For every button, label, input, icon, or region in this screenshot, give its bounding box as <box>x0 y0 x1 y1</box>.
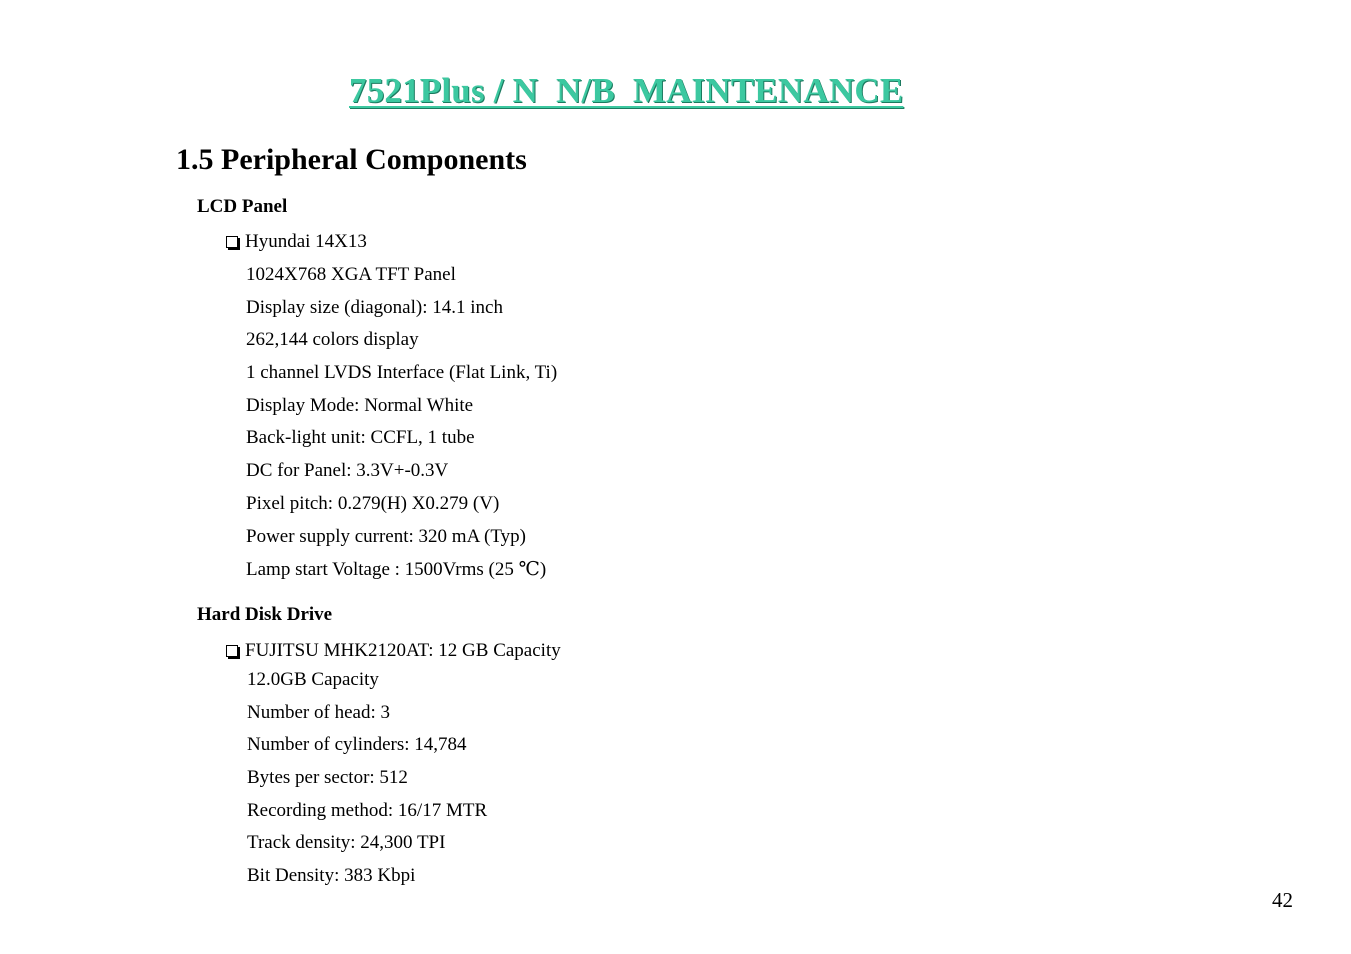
lcd-spec-item: Lamp start Voltage : 1500Vrms (25 ℃) <box>246 559 547 581</box>
hdd-spec-item: Bit Density: 383 Kbpi <box>247 865 416 887</box>
checkbox-icon <box>226 236 238 248</box>
lcd-model-item <box>226 231 367 254</box>
lcd-spec-item: Display Mode: Normal White <box>246 394 474 416</box>
hdd-heading: Hard Disk Drive <box>197 604 333 625</box>
lcd-spec-item: Back-light unit: CCFL, 1 tube <box>246 427 475 449</box>
lcd-spec-list <box>246 264 557 591</box>
hdd-model-item <box>226 640 561 663</box>
lcd-spec-item: Display size (diagonal): 14.1 inch <box>246 296 503 318</box>
hdd-spec-item: 12.0GB Capacity <box>247 669 379 690</box>
hdd-spec-item: Recording method: 16/17 MTR <box>247 799 488 821</box>
hdd-spec-item: Number of cylinders: 14,784 <box>247 734 467 756</box>
section-heading: 1.5 Peripheral Components <box>176 143 527 176</box>
lcd-spec-item: Power supply current: 320 mA (Typ) <box>246 525 526 547</box>
hdd-spec-list <box>247 669 487 898</box>
checkbox-icon <box>226 645 238 657</box>
page-title: 7521Plus / N N/B MAINTENANCE <box>349 71 904 110</box>
lcd-panel-heading: LCD Panel <box>197 196 288 217</box>
hdd-model-label: FUJITSU MHK2120AT: 12 GB Capacity <box>245 640 561 661</box>
lcd-spec-item: 1024X768 XGA TFT Panel <box>246 264 456 285</box>
lcd-spec-item: DC for Panel: 3.3V+-0.3V <box>246 460 449 482</box>
hdd-spec-item: Track density: 24,300 TPI <box>247 832 446 854</box>
hdd-spec-item: Bytes per sector: 512 <box>247 767 408 789</box>
lcd-model-label: Hyundai 14X13 <box>245 231 367 252</box>
lcd-spec-item: Pixel pitch: 0.279(H) X0.279 (V) <box>246 492 500 514</box>
page-number: 42 <box>1272 888 1293 912</box>
hdd-spec-item: Number of head: 3 <box>247 701 390 723</box>
lcd-spec-item: 1 channel LVDS Interface (Flat Link, Ti) <box>246 362 558 384</box>
lcd-spec-item: 262,144 colors display <box>246 329 419 351</box>
